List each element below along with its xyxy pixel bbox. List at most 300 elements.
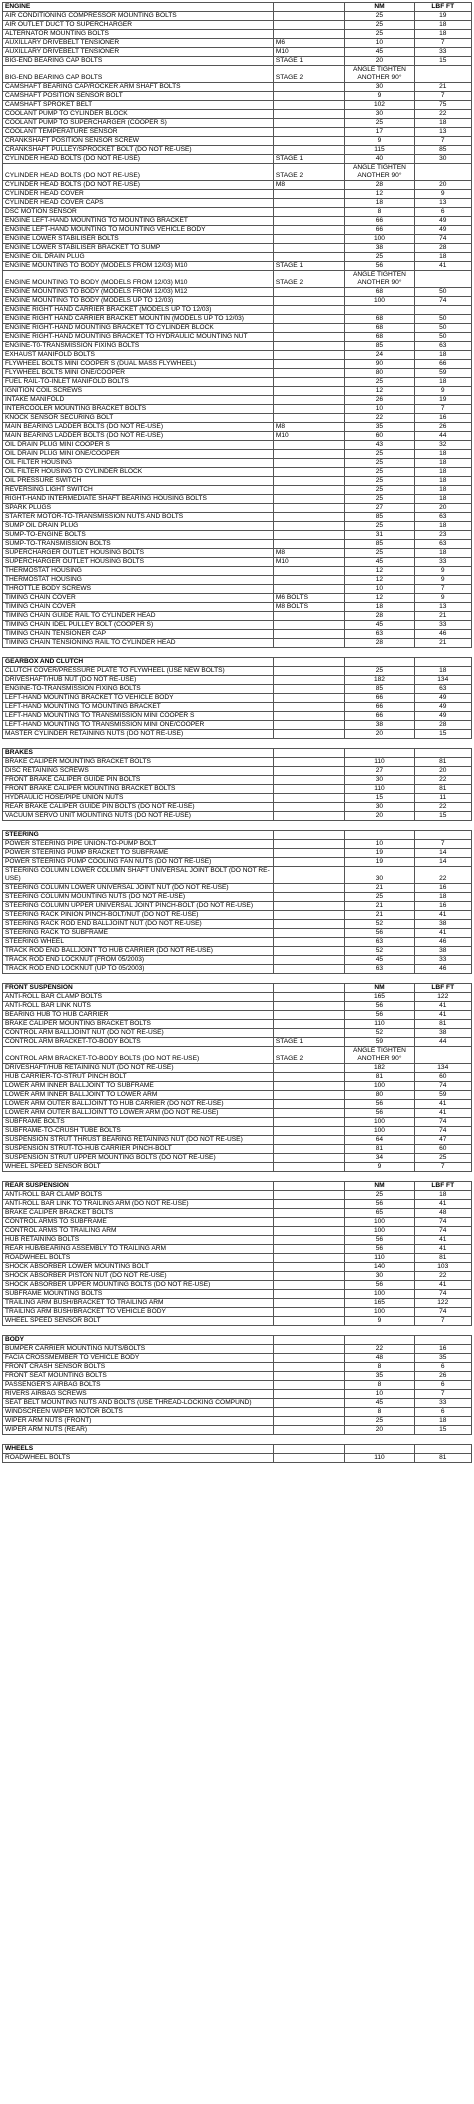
table-row — [3, 1082, 472, 1091]
component-name: PASSENGER'S AIRBAG BOLTS — [3, 1381, 274, 1390]
torque-nm: 90 — [345, 360, 414, 369]
torque-lbf-ft: 25 — [414, 1154, 471, 1163]
table-row — [3, 1136, 472, 1145]
torque-nm: 25 — [345, 21, 414, 30]
table-row — [3, 297, 472, 306]
torque-nm: 20 — [345, 812, 414, 821]
torque-nm: 24 — [345, 351, 414, 360]
torque-lbf-ft — [414, 66, 471, 83]
table-row — [3, 1163, 472, 1172]
component-name: CAMSHAFT BEARING CAP/ROCKER ARM SHAFT BOLTS — [3, 83, 274, 92]
stage-or-size — [273, 1363, 345, 1372]
torque-nm: 85 — [345, 540, 414, 549]
component-name: HYDRAULIC HOSE/PIPE UNION NUTS — [3, 794, 274, 803]
torque-lbf-ft: 66 — [414, 360, 471, 369]
torque-nm: 110 — [345, 785, 414, 794]
stage-or-size: STAGE 2 — [273, 66, 345, 83]
torque-lbf-ft — [414, 271, 471, 288]
stage-or-size — [273, 387, 345, 396]
component-name: ENGINE MOUNTING TO BODY (MODELS UP TO 12/03) — [3, 297, 274, 306]
header-blank-cell — [273, 658, 345, 667]
torque-lbf-ft: 49 — [414, 703, 471, 712]
component-name: SUSPENSION STRUT-TO-HUB CARRIER PINCH-BOLT — [3, 1145, 274, 1154]
stage-or-size — [273, 1381, 345, 1390]
stage-or-size: M10 — [273, 48, 345, 57]
component-name: REAR BRAKE CALIPER GUIDE PIN BOLTS (DO NOT RE-USE) — [3, 803, 274, 812]
torque-nm: 25 — [345, 477, 414, 486]
torque-nm: 25 — [345, 495, 414, 504]
table-row — [3, 468, 472, 477]
torque-nm: 40 — [345, 155, 414, 164]
torque-nm: 30 — [345, 1272, 414, 1281]
component-name: ENGINE LOWER STABILISER BRACKET TO SUMP — [3, 244, 274, 253]
torque-nm: 48 — [345, 1354, 414, 1363]
stage-or-size — [273, 902, 345, 911]
component-name: STEERING RACK ROD END BALLJOINT NUT (DO NOT RE-USE) — [3, 920, 274, 929]
table-row — [3, 1020, 472, 1029]
stage-or-size — [273, 137, 345, 146]
column-header-lbf-ft — [414, 658, 471, 667]
torque-nm: 8 — [345, 1408, 414, 1417]
stage-or-size — [273, 803, 345, 812]
stage-or-size — [273, 495, 345, 504]
table-row — [3, 1100, 472, 1109]
component-name: CYLINDER HEAD COVER CAPS — [3, 199, 274, 208]
stage-or-size — [273, 893, 345, 902]
component-name: FRONT BRAKE CALIPER MOUNTING BRACKET BOLTS — [3, 785, 274, 794]
component-name: THROTTLE BODY SCREWS — [3, 585, 274, 594]
table-row — [3, 244, 472, 253]
torque-nm: 66 — [345, 217, 414, 226]
torque-lbf-ft: 75 — [414, 101, 471, 110]
torque-lbf-ft: 16 — [414, 902, 471, 911]
torque-nm: 56 — [345, 1200, 414, 1209]
torque-lbf-ft: 122 — [414, 993, 471, 1002]
torque-nm: 165 — [345, 993, 414, 1002]
table-row — [3, 441, 472, 450]
component-name: ANTI-ROLL BAR CLAMP BOLTS — [3, 993, 274, 1002]
table-row — [3, 849, 472, 858]
torque-lbf-ft: 6 — [414, 1408, 471, 1417]
component-name: OIL FILTER HOUSING TO CYLINDER BLOCK — [3, 468, 274, 477]
torque-nm: 100 — [345, 1118, 414, 1127]
torque-lbf-ft: 38 — [414, 947, 471, 956]
stage-or-size — [273, 993, 345, 1002]
torque-nm: 12 — [345, 576, 414, 585]
stage-or-size: M8 — [273, 549, 345, 558]
table-row — [3, 1245, 472, 1254]
table-row — [3, 621, 472, 630]
table-row — [3, 1038, 472, 1047]
section-title: STEERING — [3, 831, 274, 840]
torque-nm: 182 — [345, 676, 414, 685]
component-name: STEERING COLUMN LOWER UNIVERSAL JOINT NUT (DO NOT RE-USE) — [3, 884, 274, 893]
torque-nm: 80 — [345, 369, 414, 378]
table-row — [3, 1345, 472, 1354]
torque-lbf-ft: 9 — [414, 190, 471, 199]
table-row — [3, 567, 472, 576]
component-name: CRANKSHAFT POSITION SENSOR SCREW — [3, 137, 274, 146]
torque-nm: 80 — [345, 1091, 414, 1100]
torque-lbf-ft: 81 — [414, 1254, 471, 1263]
torque-lbf-ft: 26 — [414, 423, 471, 432]
component-name: DSC MOTION SENSOR — [3, 208, 274, 217]
component-name: TIMING CHAIN GUIDE RAIL TO CYLINDER HEAD — [3, 612, 274, 621]
stage-or-size — [273, 1417, 345, 1426]
torque-nm: 65 — [345, 1209, 414, 1218]
component-name: INTERCOOLER MOUNTING BRACKET BOLTS — [3, 405, 274, 414]
table-row — [3, 947, 472, 956]
torque-lbf-ft: 9 — [414, 567, 471, 576]
component-name: CAMSHAFT POSITION SENSOR BOLT — [3, 92, 274, 101]
torque-lbf-ft: 15 — [414, 812, 471, 821]
stage-or-size — [273, 929, 345, 938]
component-name: FACIA CROSSMEMBER TO VEHICLE BODY — [3, 1354, 274, 1363]
torque-lbf-ft: 33 — [414, 956, 471, 965]
component-name: ALTERNATOR MOUNTING BOLTS — [3, 30, 274, 39]
component-name: REAR HUB/BEARING ASSEMBLY TO TRAILING ARM — [3, 1245, 274, 1254]
torque-lbf-ft: 6 — [414, 208, 471, 217]
section-header-row — [3, 1182, 472, 1191]
torque-nm: 10 — [345, 1390, 414, 1399]
component-name: SHOCK ABSORBER PISTON NUT (DO NOT RE-USE) — [3, 1272, 274, 1281]
table-row — [3, 1047, 472, 1064]
torque-lbf-ft: 59 — [414, 369, 471, 378]
stage-or-size — [273, 694, 345, 703]
component-name: COOLANT TEMPERATURE SENSOR — [3, 128, 274, 137]
torque-lbf-ft: 7 — [414, 39, 471, 48]
torque-nm: 102 — [345, 101, 414, 110]
component-name: SUBFRAME-TO-CRUSH TUBE BOLTS — [3, 1127, 274, 1136]
stage-or-size — [273, 1308, 345, 1317]
stage-or-size — [273, 1345, 345, 1354]
torque-lbf-ft: 50 — [414, 288, 471, 297]
torque-lbf-ft: 18 — [414, 667, 471, 676]
table-row — [3, 146, 472, 155]
table-row — [3, 902, 472, 911]
stage-or-size — [273, 235, 345, 244]
torque-nm: 45 — [345, 621, 414, 630]
table-row — [3, 867, 472, 884]
header-blank-cell — [273, 984, 345, 993]
column-header-lbf-ft — [414, 749, 471, 758]
component-name: OIL DRAIN PLUG MINI ONE/COOPER — [3, 450, 274, 459]
torque-lbf-ft: 81 — [414, 1454, 471, 1463]
component-name: POWER STEERING PUMP BRACKET TO SUBFRAME — [3, 849, 274, 858]
stage-or-size — [273, 1191, 345, 1200]
section-title: GEARBOX AND CLUTCH — [3, 658, 274, 667]
torque-lbf-ft: 134 — [414, 1064, 471, 1073]
table-row — [3, 758, 472, 767]
component-name: TRACK ROD END LOCKNUT (FROM 05/2003) — [3, 956, 274, 965]
stage-or-size: STAGE 1 — [273, 1038, 345, 1047]
component-name: WHEEL SPEED SENSOR BOLT — [3, 1317, 274, 1326]
torque-lbf-ft: 9 — [414, 594, 471, 603]
stage-or-size: STAGE 1 — [273, 57, 345, 66]
table-row — [3, 1281, 472, 1290]
stage-or-size — [273, 190, 345, 199]
torque-lbf-ft: 22 — [414, 776, 471, 785]
table-row — [3, 1354, 472, 1363]
torque-lbf-ft: 9 — [414, 576, 471, 585]
stage-or-size — [273, 1029, 345, 1038]
component-name: TIMING CHAIN IDEL PULLEY BOLT (COOPER S) — [3, 621, 274, 630]
section-header-row — [3, 658, 472, 667]
component-name: ANTI-ROLL BAR LINK NUTS — [3, 1002, 274, 1011]
torque-lbf-ft: 41 — [414, 1236, 471, 1245]
table-row — [3, 12, 472, 21]
component-name: FUEL RAIL-TO-INLET MANIFOLD BOLTS — [3, 378, 274, 387]
torque-lbf-ft: 9 — [414, 387, 471, 396]
torque-nm: 85 — [345, 513, 414, 522]
component-name: SUBFRAME MOUNTING BOLTS — [3, 1290, 274, 1299]
table-row — [3, 612, 472, 621]
torque-lbf-ft: 18 — [414, 1417, 471, 1426]
table-row — [3, 730, 472, 739]
component-name: FRONT BRAKE CALIPER GUIDE PIN BOLTS — [3, 776, 274, 785]
torque-lbf-ft: 18 — [414, 450, 471, 459]
torque-nm: 12 — [345, 594, 414, 603]
table-row — [3, 110, 472, 119]
table-row — [3, 351, 472, 360]
stage-or-size — [273, 840, 345, 849]
torque-nm: 68 — [345, 315, 414, 324]
stage-or-size — [273, 1372, 345, 1381]
torque-lbf-ft: 41 — [414, 1002, 471, 1011]
stage-or-size — [273, 1399, 345, 1408]
stage-or-size — [273, 576, 345, 585]
stage-or-size — [273, 288, 345, 297]
torque-lbf-ft: 63 — [414, 540, 471, 549]
torque-nm: 100 — [345, 1127, 414, 1136]
torque-nm: 21 — [345, 902, 414, 911]
torque-nm: 63 — [345, 938, 414, 947]
stage-or-size — [273, 1426, 345, 1435]
torque-lbf-ft: 21 — [414, 83, 471, 92]
stage-or-size: STAGE 1 — [273, 155, 345, 164]
torque-nm: 66 — [345, 226, 414, 235]
torque-lbf-ft: 7 — [414, 137, 471, 146]
stage-or-size — [273, 450, 345, 459]
component-name: AIR OUTLET DUCT TO SUPERCHARGER — [3, 21, 274, 30]
component-name: SUMP-TO-TRANSMISSION BOLTS — [3, 540, 274, 549]
stage-or-size — [273, 351, 345, 360]
component-name: AUXILLARY DRIVEBELT TENSIONER — [3, 39, 274, 48]
component-name: KNOCK SENSOR SECURING BOLT — [3, 414, 274, 423]
torque-lbf-ft — [414, 306, 471, 315]
stage-or-size — [273, 30, 345, 39]
stage-or-size — [273, 712, 345, 721]
component-name: AIR CONDITIONING COMPRESSOR MOUNTING BOLTS — [3, 12, 274, 21]
spacer-cell — [3, 974, 472, 984]
stage-or-size — [273, 685, 345, 694]
table-row — [3, 1200, 472, 1209]
table-row — [3, 522, 472, 531]
header-blank-cell — [273, 1336, 345, 1345]
component-name: COOLANT PUMP TO SUPERCHARGER (COOPER S) — [3, 119, 274, 128]
table-row — [3, 253, 472, 262]
torque-nm: 8 — [345, 1363, 414, 1372]
torque-lbf-ft: 16 — [414, 884, 471, 893]
torque-lbf-ft: 7 — [414, 1163, 471, 1172]
stage-or-size — [273, 1408, 345, 1417]
torque-lbf-ft: 15 — [414, 57, 471, 66]
stage-or-size — [273, 920, 345, 929]
table-row — [3, 30, 472, 39]
table-row — [3, 66, 472, 83]
stage-or-size — [273, 1109, 345, 1118]
stage-or-size — [273, 119, 345, 128]
stage-or-size — [273, 12, 345, 21]
section-spacer — [3, 739, 472, 749]
torque-lbf-ft: 7 — [414, 92, 471, 101]
stage-or-size — [273, 676, 345, 685]
component-name: OIL DRAIN PLUG MINI COOPER S — [3, 441, 274, 450]
component-name: FRONT SEAT MOUNTING BOLTS — [3, 1372, 274, 1381]
torque-nm: 52 — [345, 920, 414, 929]
stage-or-size — [273, 1263, 345, 1272]
section-title: FRONT SUSPENSION — [3, 984, 274, 993]
component-name: BRAKE CALIPER BRACKET BOLTS — [3, 1209, 274, 1218]
stage-or-size — [273, 938, 345, 947]
table-row — [3, 164, 472, 181]
stage-or-size — [273, 306, 345, 315]
torque-lbf-ft: 23 — [414, 531, 471, 540]
torque-lbf-ft: 50 — [414, 315, 471, 324]
component-name: ENGINE MOUNTING TO BODY (MODELS FROM 12/03) M12 — [3, 288, 274, 297]
torque-lbf-ft: 41 — [414, 262, 471, 271]
torque-nm: ANGLE TIGHTEN ANOTHER 90° — [345, 164, 414, 181]
stage-or-size — [273, 630, 345, 639]
torque-nm: 85 — [345, 685, 414, 694]
table-row — [3, 1381, 472, 1390]
component-name: DISC RETAINING SCREWS — [3, 767, 274, 776]
component-name: ENGINE RIGHT HAND CARRIER BRACKET MOUNTIN (MODELS UP TO 12/03) — [3, 315, 274, 324]
table-row — [3, 1109, 472, 1118]
table-row — [3, 893, 472, 902]
torque-lbf-ft: 48 — [414, 1209, 471, 1218]
table-row — [3, 1091, 472, 1100]
component-name: SUSPENSION STRUT THRUST BEARING RETAINING NUT (DO NOT RE-USE) — [3, 1136, 274, 1145]
table-row — [3, 594, 472, 603]
table-row — [3, 676, 472, 685]
component-name: TIMING CHAIN TENSIONING RAIL TO CYLINDER HEAD — [3, 639, 274, 648]
table-row — [3, 639, 472, 648]
component-name: AUXILLARY DRIVEBELT TENSIONER — [3, 48, 274, 57]
component-name: SUMP-TO-ENGINE BOLTS — [3, 531, 274, 540]
component-name: TRACK ROD END LOCKNUT (UP TO 05/2003) — [3, 965, 274, 974]
table-row — [3, 271, 472, 288]
torque-lbf-ft: 122 — [414, 1299, 471, 1308]
stage-or-size: STAGE 1 — [273, 262, 345, 271]
component-name: SUPERCHARGER OUTLET HOUSING BOLTS — [3, 558, 274, 567]
component-name: FLYWHEEL BOLTS MINI COOPER S (DUAL MASS FLYWHEEL) — [3, 360, 274, 369]
section-spacer — [3, 1172, 472, 1182]
torque-lbf-ft: 22 — [414, 1272, 471, 1281]
torque-lbf-ft: 14 — [414, 858, 471, 867]
table-row — [3, 576, 472, 585]
torque-nm — [345, 306, 414, 315]
header-blank-cell — [273, 3, 345, 12]
table-row — [3, 929, 472, 938]
component-name: TIMING CHAIN TENSIONER CAP — [3, 630, 274, 639]
stage-or-size — [273, 947, 345, 956]
table-row — [3, 83, 472, 92]
table-row — [3, 504, 472, 513]
torque-nm: 27 — [345, 767, 414, 776]
stage-or-size — [273, 217, 345, 226]
torque-nm: 30 — [345, 83, 414, 92]
component-name: MAIN BEARING LADDER BOLTS (DO NOT RE-USE) — [3, 432, 274, 441]
torque-nm: 30 — [345, 803, 414, 812]
component-name: LOWER ARM OUTER BALLJOINT TO HUB CARRIER (DO NOT RE-USE) — [3, 1100, 274, 1109]
section-spacer — [3, 1435, 472, 1445]
column-header-nm: NM — [345, 984, 414, 993]
section-title: BODY — [3, 1336, 274, 1345]
section-header-row — [3, 1336, 472, 1345]
component-name: ENGINE MOUNTING TO BODY (MODELS FROM 12/03) M10 — [3, 262, 274, 271]
component-name: ENGINE RIGHT-HAND MOUNTING BRACKET TO CYLINDER BLOCK — [3, 324, 274, 333]
table-row — [3, 155, 472, 164]
table-row — [3, 396, 472, 405]
torque-lbf-ft: 33 — [414, 48, 471, 57]
torque-nm: 56 — [345, 1281, 414, 1290]
table-row — [3, 1426, 472, 1435]
table-row — [3, 1254, 472, 1263]
spacer-cell — [3, 1172, 472, 1182]
torque-nm: 110 — [345, 1454, 414, 1463]
torque-lbf-ft: 7 — [414, 405, 471, 414]
stage-or-size — [273, 1454, 345, 1463]
torque-lbf-ft: 28 — [414, 721, 471, 730]
table-row — [3, 342, 472, 351]
table-row — [3, 459, 472, 468]
table-row — [3, 477, 472, 486]
torque-lbf-ft: 20 — [414, 504, 471, 513]
table-row — [3, 911, 472, 920]
torque-nm: 12 — [345, 567, 414, 576]
table-row — [3, 1417, 472, 1426]
component-name: SUBFRAME BOLTS — [3, 1118, 274, 1127]
torque-lbf-ft: 7 — [414, 1390, 471, 1399]
component-name: SHOCK ABSORBER LOWER MOUNTING BOLT — [3, 1263, 274, 1272]
torque-lbf-ft: 19 — [414, 396, 471, 405]
table-row — [3, 1218, 472, 1227]
torque-nm: 56 — [345, 1236, 414, 1245]
table-row — [3, 1209, 472, 1218]
column-header-nm — [345, 658, 414, 667]
torque-lbf-ft: 46 — [414, 938, 471, 947]
stage-or-size — [273, 405, 345, 414]
torque-nm: 56 — [345, 1002, 414, 1011]
table-row — [3, 39, 472, 48]
table-row — [3, 306, 472, 315]
spacer-cell — [3, 648, 472, 658]
torque-nm: 30 — [345, 776, 414, 785]
torque-nm: 110 — [345, 1254, 414, 1263]
column-header-lbf-ft: LBF FT — [414, 984, 471, 993]
torque-lbf-ft: 41 — [414, 929, 471, 938]
component-name: HUB RETAINING BOLTS — [3, 1236, 274, 1245]
component-name: ENGINE-TO-TRANSMISSION FIXING BOLTS — [3, 685, 274, 694]
spacer-cell — [3, 821, 472, 831]
stage-or-size — [273, 146, 345, 155]
torque-nm: 52 — [345, 1029, 414, 1038]
torque-nm: 20 — [345, 57, 414, 66]
torque-lbf-ft: 74 — [414, 1082, 471, 1091]
torque-lbf-ft: 35 — [414, 1354, 471, 1363]
table-row — [3, 840, 472, 849]
